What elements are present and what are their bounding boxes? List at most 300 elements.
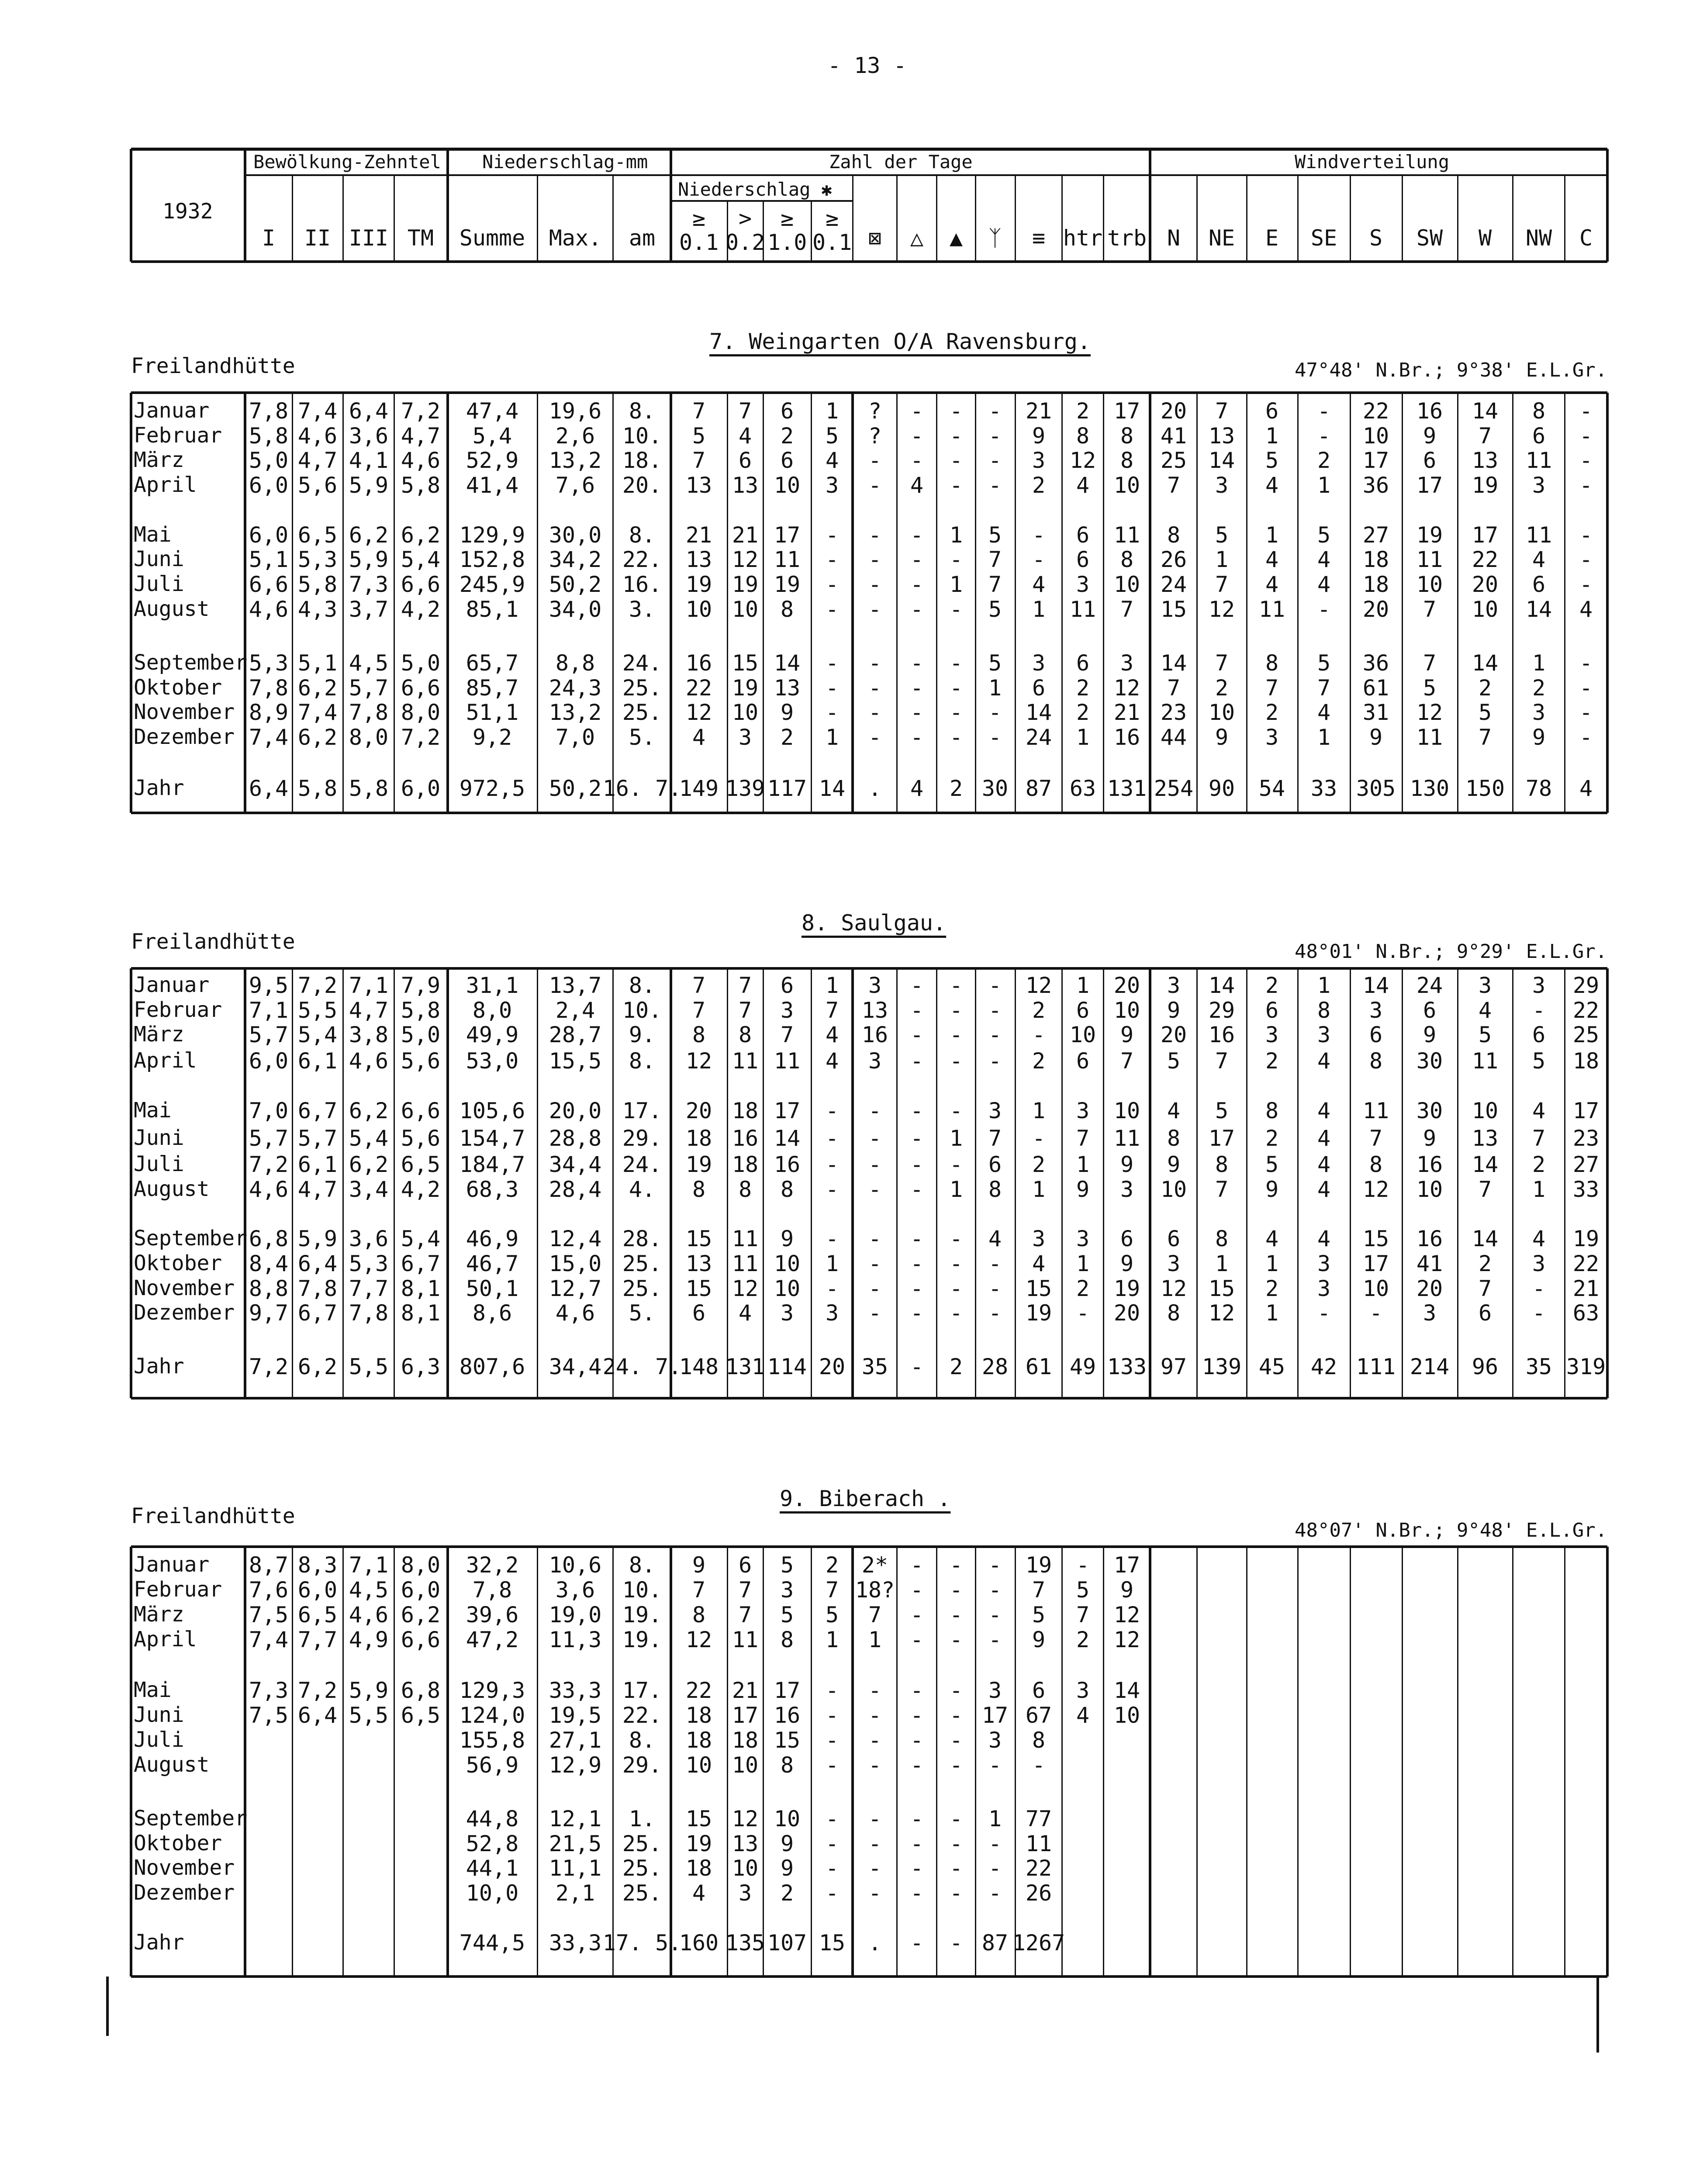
data-cell: 3 <box>1532 1251 1546 1276</box>
data-cell: 4,9 <box>349 1627 389 1652</box>
data-cell: 3 <box>1265 1022 1279 1047</box>
data-cell: 9 <box>1120 1022 1134 1047</box>
month-label: Dezember <box>134 1300 235 1325</box>
header-group-divider <box>244 149 246 262</box>
data-cell: 7 <box>692 398 706 424</box>
data-cell: - <box>1317 398 1331 424</box>
data-cell: 11 <box>732 1251 759 1276</box>
year-total-cell: - <box>910 1354 924 1379</box>
data-cell: - <box>949 973 963 998</box>
month-label: Juli <box>134 1152 184 1176</box>
data-cell: - <box>868 1152 882 1177</box>
block-bottom-rule <box>131 1975 1607 1978</box>
data-cell: - <box>949 448 963 473</box>
data-cell: 27 <box>1572 1152 1600 1177</box>
data-cell: 3 <box>1167 1251 1181 1276</box>
data-cell: 6,0 <box>249 1048 289 1074</box>
col-head-wind: SE <box>1310 225 1337 251</box>
data-cell: 9 <box>1423 1126 1437 1151</box>
data-cell: 184,7 <box>459 1152 525 1177</box>
data-cell: 7 <box>1532 1126 1546 1151</box>
data-cell: 14 <box>774 1126 801 1151</box>
data-cell: - <box>910 1022 924 1047</box>
data-cell: 6 <box>1423 448 1437 473</box>
month-label: September <box>134 650 248 675</box>
data-cell: 3 <box>738 725 752 750</box>
block-col-divider <box>130 393 132 813</box>
data-cell: 7,6 <box>555 473 595 498</box>
data-cell: - <box>868 522 882 548</box>
data-cell: 6,2 <box>349 1152 389 1177</box>
precip-group-heading: Niederschlag-mm <box>482 151 648 173</box>
data-cell: 16 <box>861 1022 888 1047</box>
data-cell: 7 <box>825 1577 839 1603</box>
data-cell: 4 <box>825 1022 839 1047</box>
data-cell: 10 <box>1113 473 1140 498</box>
data-cell: 6,7 <box>401 1251 441 1276</box>
data-cell: 17 <box>1113 1552 1140 1578</box>
year-total-cell: 6,2 <box>297 1354 338 1379</box>
data-cell: 12 <box>685 1627 712 1652</box>
data-cell: 13 <box>685 473 712 498</box>
data-cell: 19 <box>685 1152 712 1177</box>
data-cell: - <box>910 1126 924 1151</box>
data-cell: 7 <box>988 572 1002 597</box>
data-cell: 8 <box>1120 448 1134 473</box>
station-title: 7. Weingarten O/A Ravensburg. <box>709 329 1091 354</box>
data-cell: 5 <box>988 522 1002 548</box>
data-cell: 6 <box>1076 547 1090 572</box>
block-col-divider <box>342 1547 344 1977</box>
data-cell: 9 <box>1532 725 1546 750</box>
data-cell: 3 <box>1317 1251 1331 1276</box>
data-cell: 5,5 <box>297 998 338 1023</box>
data-cell: 4 <box>738 1300 752 1326</box>
data-cell: 3 <box>1317 1022 1331 1047</box>
data-cell: - <box>910 1048 924 1074</box>
data-cell: 22. <box>622 1703 662 1728</box>
data-cell: 8 <box>1167 522 1181 548</box>
page-number: - 13 - <box>828 53 907 78</box>
block-col-divider <box>975 1547 976 1977</box>
data-cell: 11 <box>1362 1098 1389 1123</box>
data-cell: 10 <box>1472 597 1499 622</box>
data-cell: 3 <box>1032 448 1046 473</box>
block-col-divider <box>1512 393 1513 813</box>
block-col-divider <box>1512 1547 1513 1977</box>
data-cell: 11 <box>774 1048 801 1074</box>
block-col-divider <box>1350 1547 1351 1977</box>
data-cell: - <box>910 423 924 449</box>
data-cell: - <box>910 448 924 473</box>
data-cell: 4 <box>692 1880 706 1906</box>
data-cell: 15 <box>774 1728 801 1753</box>
data-cell: 12 <box>1113 675 1140 701</box>
data-cell: 3 <box>780 1300 794 1326</box>
data-cell: 20 <box>1113 973 1140 998</box>
data-cell: 6,1 <box>297 1152 338 1177</box>
data-cell: 8,8 <box>555 650 595 676</box>
data-cell: 68,3 <box>466 1177 519 1202</box>
month-label: März <box>134 1022 184 1047</box>
data-cell: 3 <box>1120 650 1134 676</box>
year-total-cell: 254 <box>1154 776 1194 801</box>
data-cell: 7,8 <box>249 398 289 424</box>
data-cell: 2 <box>780 1880 794 1906</box>
month-label: Januar <box>134 1552 210 1577</box>
year-total-cell: 78 <box>1525 776 1552 801</box>
year-total-cell: 133 <box>1107 1354 1147 1379</box>
data-cell: 7 <box>692 998 706 1023</box>
data-cell: 7 <box>1369 1126 1383 1151</box>
data-cell: 154,7 <box>459 1126 525 1151</box>
block-col-divider <box>811 1547 812 1977</box>
data-cell: - <box>1317 597 1331 622</box>
data-cell: 8. <box>629 1728 656 1753</box>
data-cell: 4,7 <box>297 1177 338 1202</box>
data-cell: 6 <box>1532 1022 1546 1047</box>
data-cell: 8 <box>1317 998 1331 1023</box>
data-cell: - <box>1032 1022 1046 1047</box>
data-cell: 13,2 <box>549 700 602 725</box>
data-cell: 22. <box>622 547 662 572</box>
data-cell: 5,7 <box>349 675 389 701</box>
block-col-divider <box>1015 968 1016 1398</box>
data-cell: 52,8 <box>466 1831 519 1856</box>
data-cell: 28,8 <box>549 1126 602 1151</box>
data-cell: 9 <box>1167 998 1181 1023</box>
year-total-cell: 972,5 <box>459 776 525 801</box>
data-cell: - <box>868 1300 882 1326</box>
header-col-divider <box>852 175 853 262</box>
data-cell: 1 <box>1265 1300 1279 1326</box>
data-cell: 20 <box>1472 572 1499 597</box>
data-cell: 8,9 <box>249 700 289 725</box>
block-col-divider <box>612 968 614 1398</box>
header-col-divider <box>1564 175 1565 262</box>
block-col-divider <box>936 393 937 813</box>
data-cell: 20 <box>1113 1300 1140 1326</box>
data-cell: 17 <box>1472 522 1499 548</box>
data-cell: 10 <box>1362 1276 1389 1301</box>
data-cell: - <box>988 1022 1002 1047</box>
month-label: Februar <box>134 998 222 1022</box>
year-total-cell: 35 <box>861 1354 888 1379</box>
data-cell: 24 <box>1025 725 1052 750</box>
year-total-cell: 135 <box>725 1930 765 1956</box>
block-col-divider <box>975 393 976 813</box>
data-cell: 4,6 <box>555 1300 595 1326</box>
data-cell: 26 <box>1025 1880 1052 1906</box>
block-col-divider <box>1196 1547 1198 1977</box>
data-cell: - <box>825 1880 839 1906</box>
header-col-divider <box>1061 175 1063 262</box>
data-cell: 6,0 <box>401 1577 441 1603</box>
data-cell: 2 <box>1032 998 1046 1023</box>
data-cell: - <box>1369 1300 1383 1326</box>
year-total-cell: 139 <box>725 776 765 801</box>
data-cell: 7,4 <box>249 725 289 750</box>
data-cell: 4 <box>1265 473 1279 498</box>
data-cell: 16 <box>774 1152 801 1177</box>
year-total-cell: 149 <box>679 776 719 801</box>
data-cell: - <box>949 1300 963 1326</box>
block-col-divider <box>244 393 246 813</box>
year-total-cell: 30 <box>981 776 1009 801</box>
col-head-threshold: > 0.2 <box>726 206 765 255</box>
header-col-divider <box>292 175 293 262</box>
data-cell: 6 <box>1532 572 1546 597</box>
data-cell: 8 <box>988 1177 1002 1202</box>
data-cell: - <box>825 1678 839 1703</box>
data-cell: 16 <box>1416 1226 1443 1251</box>
col-head-cloud: I <box>262 225 276 251</box>
data-cell: 6,4 <box>297 1251 338 1276</box>
block-col-divider <box>851 1547 854 1977</box>
data-cell: 6,5 <box>401 1703 441 1728</box>
data-cell: 3 <box>1167 973 1181 998</box>
data-cell: - <box>949 398 963 424</box>
data-cell: 11 <box>732 1627 759 1652</box>
data-cell: 12 <box>1069 448 1096 473</box>
data-cell: 4,6 <box>297 423 338 449</box>
data-cell: 5 <box>825 1602 839 1628</box>
block-col-divider <box>244 968 246 1398</box>
month-label: Oktober <box>134 675 222 700</box>
data-cell: 2 <box>825 1552 839 1578</box>
data-cell: 44,1 <box>466 1856 519 1881</box>
data-cell: 6,5 <box>401 1152 441 1177</box>
data-cell: 11 <box>732 1048 759 1074</box>
data-cell: - <box>910 572 924 597</box>
block-col-divider <box>1564 968 1565 1398</box>
block-col-divider <box>727 968 728 1398</box>
data-cell: 2 <box>1265 1276 1279 1301</box>
block-col-divider <box>1606 393 1609 813</box>
data-cell: 19,6 <box>549 398 602 424</box>
year-total-cell: 2 <box>949 1354 963 1379</box>
year-total-cell: 16. 7. <box>602 776 682 801</box>
data-cell: 7,4 <box>297 398 338 424</box>
year-total-cell: - <box>949 1930 963 1956</box>
data-cell: 6 <box>988 1152 1002 1177</box>
data-cell: - <box>910 1276 924 1301</box>
data-cell: 19 <box>1113 1276 1140 1301</box>
data-cell: 50,1 <box>466 1276 519 1301</box>
data-cell: 19,5 <box>549 1703 602 1728</box>
data-cell: 2 <box>780 725 794 750</box>
data-cell: - <box>988 1880 1002 1906</box>
data-cell: - <box>910 522 924 548</box>
data-cell: 5,6 <box>401 1048 441 1074</box>
col-head-cloud: III <box>349 225 389 251</box>
data-cell: 8 <box>780 1752 794 1778</box>
data-cell: 17. <box>622 1678 662 1703</box>
month-label: November <box>134 1856 235 1880</box>
data-cell: 7,1 <box>349 973 389 998</box>
data-cell: 11 <box>774 547 801 572</box>
data-cell: 18 <box>732 1152 759 1177</box>
data-cell: - <box>868 448 882 473</box>
data-cell: 9 <box>1215 725 1229 750</box>
data-cell: 29 <box>1208 998 1235 1023</box>
data-cell: - <box>1317 423 1331 449</box>
data-cell: 6 <box>1478 1300 1492 1326</box>
data-cell: - <box>825 1276 839 1301</box>
data-cell: 3 <box>868 973 882 998</box>
data-cell: 2 <box>1076 675 1090 701</box>
data-cell: 18 <box>1362 572 1389 597</box>
block-col-divider <box>851 393 854 813</box>
data-cell: 1 <box>1265 423 1279 449</box>
block-col-divider <box>1350 968 1351 1398</box>
data-cell: 1 <box>1032 1098 1046 1123</box>
data-cell: 19 <box>1025 1552 1052 1578</box>
month-label: Juli <box>134 1728 184 1752</box>
data-cell: 19 <box>732 675 759 701</box>
data-cell: 17 <box>1362 448 1389 473</box>
data-cell: 7 <box>1215 572 1229 597</box>
month-label: November <box>134 1276 235 1300</box>
data-cell: 7,0 <box>555 725 595 750</box>
data-cell: 19 <box>1572 1226 1600 1251</box>
year-total-cell: 5,8 <box>297 776 338 801</box>
data-cell: 29 <box>1572 973 1600 998</box>
data-cell: 32,2 <box>466 1552 519 1578</box>
data-cell: - <box>868 1251 882 1276</box>
block-col-divider <box>1402 393 1403 813</box>
data-cell: 8. <box>629 398 656 424</box>
data-cell: 14 <box>1472 398 1499 424</box>
data-cell: 5 <box>1215 1098 1229 1123</box>
data-cell: 124,0 <box>459 1703 525 1728</box>
data-cell: 13 <box>732 473 759 498</box>
data-cell: 19 <box>1025 1300 1052 1326</box>
data-cell: - <box>949 473 963 498</box>
data-cell: 28,4 <box>549 1177 602 1202</box>
month-label: April <box>134 1627 197 1652</box>
data-cell: 13,2 <box>549 448 602 473</box>
data-cell: 8 <box>1532 398 1546 424</box>
block-col-divider <box>537 968 538 1398</box>
data-cell: 6 <box>1032 1678 1046 1703</box>
data-cell: 4,7 <box>297 448 338 473</box>
data-cell: 19 <box>732 572 759 597</box>
data-cell: 1 <box>988 675 1002 701</box>
data-cell: 12 <box>1208 597 1235 622</box>
col-head-symbol: ⊠ <box>868 225 882 251</box>
data-cell: - <box>949 1022 963 1047</box>
block-col-divider <box>446 393 449 813</box>
data-cell: - <box>949 1678 963 1703</box>
block-col-divider <box>1297 968 1299 1398</box>
data-cell: 3. <box>629 597 656 622</box>
data-cell: 18 <box>685 1728 712 1753</box>
data-cell: 6,1 <box>297 1048 338 1074</box>
data-cell: 9 <box>1032 423 1046 449</box>
data-cell: 15 <box>685 1276 712 1301</box>
data-cell: 10 <box>1362 423 1389 449</box>
data-cell: 41 <box>1416 1251 1443 1276</box>
data-cell: 9 <box>1120 1251 1134 1276</box>
data-cell: 3 <box>1423 1300 1437 1326</box>
data-cell: - <box>825 572 839 597</box>
data-cell: 8,1 <box>401 1276 441 1301</box>
data-cell: 1 <box>1076 725 1090 750</box>
data-cell: 6 <box>738 1552 752 1578</box>
header-col-divider <box>1246 175 1247 262</box>
data-cell: 6 <box>1076 998 1090 1023</box>
data-cell: 17 <box>1572 1098 1600 1123</box>
data-cell: 8,0 <box>472 998 512 1023</box>
data-cell: 9 <box>1120 1152 1134 1177</box>
data-cell: 10 <box>774 1806 801 1832</box>
niederschlag-subheading: Niederschlag <box>678 179 811 200</box>
data-cell: - <box>949 725 963 750</box>
data-cell: 26 <box>1160 547 1187 572</box>
data-cell: - <box>910 1880 924 1906</box>
data-cell: 15 <box>685 1226 712 1251</box>
data-cell: - <box>825 1226 839 1251</box>
data-cell: 3,4 <box>349 1177 389 1202</box>
data-cell: - <box>949 423 963 449</box>
data-cell: - <box>868 1126 882 1151</box>
data-cell: 6,6 <box>401 675 441 701</box>
data-cell: 3 <box>1076 1098 1090 1123</box>
station-coordinates: 48°01' N.Br.; 9°29' E.L.Gr. <box>1295 940 1607 963</box>
data-cell: 4 <box>1265 1226 1279 1251</box>
data-cell: 17 <box>1113 398 1140 424</box>
data-cell: 5,5 <box>349 1703 389 1728</box>
data-cell: 7,2 <box>297 973 338 998</box>
data-cell: 3 <box>988 1098 1002 1123</box>
data-cell: - <box>988 1602 1002 1628</box>
block-col-divider <box>1297 1547 1299 1977</box>
year-total-cell: 15 <box>819 1930 846 1956</box>
block-col-divider <box>763 393 764 813</box>
data-cell: 22 <box>1362 398 1389 424</box>
data-cell: 7 <box>1076 1126 1090 1151</box>
data-cell: 5,0 <box>249 448 289 473</box>
data-cell: 2 <box>1032 1048 1046 1074</box>
data-cell: 4 <box>825 1048 839 1074</box>
block-col-divider <box>1103 1547 1104 1977</box>
data-cell: 18 <box>685 1856 712 1881</box>
block-col-divider <box>1061 393 1063 813</box>
data-cell: 7,8 <box>297 1276 338 1301</box>
data-cell: 6,2 <box>349 1098 389 1123</box>
data-cell: 4,6 <box>349 1602 389 1628</box>
data-cell: 85,1 <box>466 597 519 622</box>
block-col-divider <box>1402 968 1403 1398</box>
year-total-cell: 131 <box>725 1354 765 1379</box>
block-col-divider <box>727 393 728 813</box>
data-cell: - <box>1032 1752 1046 1778</box>
data-cell: - <box>1579 448 1593 473</box>
data-cell: - <box>1579 572 1593 597</box>
data-cell: - <box>910 1152 924 1177</box>
data-cell: 14 <box>1525 597 1552 622</box>
data-cell: 4,6 <box>401 448 441 473</box>
data-cell: - <box>1579 473 1593 498</box>
data-cell: 5,9 <box>349 473 389 498</box>
data-cell: 7,3 <box>249 1678 289 1703</box>
data-cell: 10 <box>732 700 759 725</box>
data-cell: 8,0 <box>349 725 389 750</box>
month-label: Mai <box>134 522 172 547</box>
data-cell: 8. <box>629 1048 656 1074</box>
data-cell: 11 <box>1472 1048 1499 1074</box>
